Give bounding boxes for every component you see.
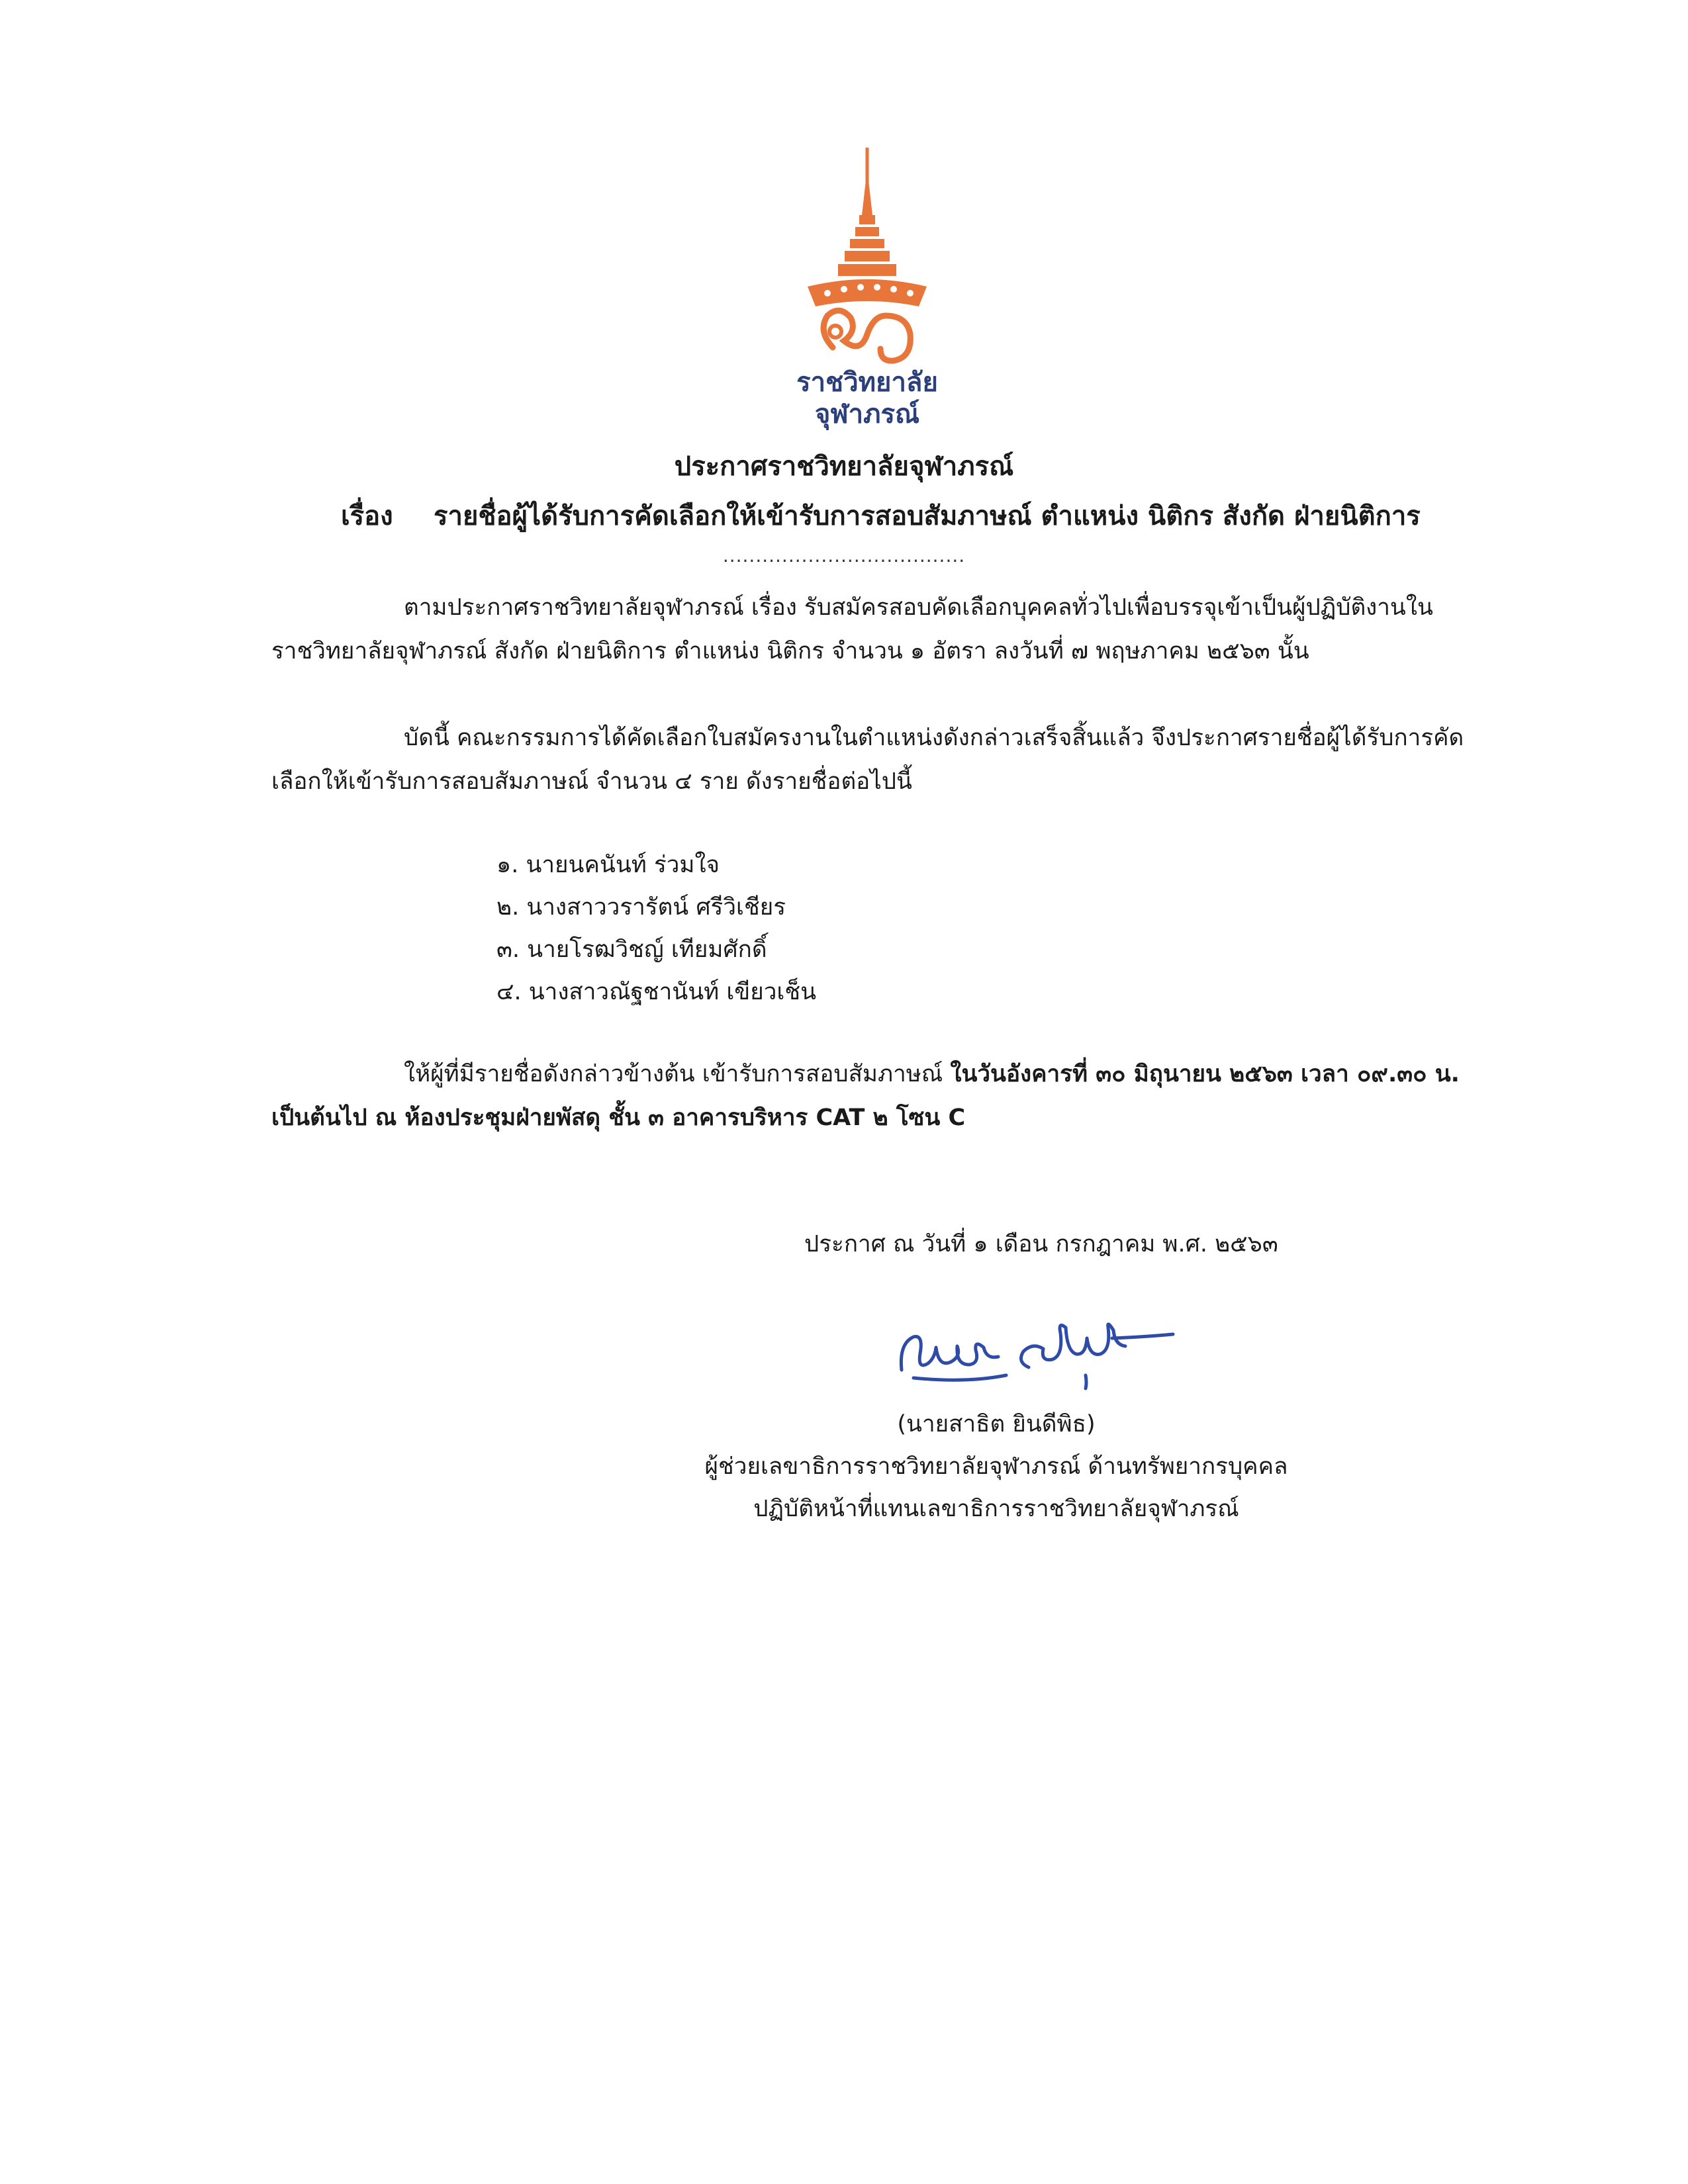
signer-position-2: ปฏิบัติหน้าที่แทนเลขาธิการราชวิทยาลัยจุฬาภรณ์ bbox=[753, 1496, 1239, 1522]
signer-name: (นายสาธิต ยินดีพิธ) bbox=[897, 1411, 1096, 1437]
subject-line bbox=[341, 500, 1421, 533]
signature bbox=[887, 1291, 1178, 1403]
subject-label: เรื่อง bbox=[341, 501, 393, 531]
signature-icon bbox=[887, 1291, 1178, 1403]
list-item: ๔. นางสาวณัฐชานันท์ เขียวเช็น bbox=[496, 979, 817, 1005]
candidate-list bbox=[496, 844, 816, 1013]
interview-intro-text: ให้ผู้ที่มีรายชื่อดังกล่าวข้างต้น เข้ารับการสอบสัมภาษณ์ bbox=[404, 1061, 951, 1087]
logo-text-line1: ราชวิทยาลัย bbox=[796, 367, 938, 398]
announcement-date: ประกาศ ณ วันที่ ๑ เดือน กรกฎาคม พ.ศ. ๒๕๖๓ bbox=[804, 1231, 1278, 1257]
logo-text-line2: จุฬาภรณ์ bbox=[814, 399, 920, 430]
list-item: ๓. นายโรฒวิชญ์ เทียมศักดิ์ bbox=[496, 936, 767, 963]
paragraph-interview bbox=[271, 1052, 1470, 1140]
institution-logo bbox=[781, 142, 953, 430]
announcement-title: ประกาศราชวิทยาลัยจุฬาภรณ์ bbox=[674, 451, 1014, 482]
subject-text: รายชื่อผู้ได้รับการคัดเลือกให้เข้ารับการสอบสัมภาษณ์ ตำแหน่ง นิติกร สังกัด ฝ่ายนิติการ bbox=[434, 501, 1421, 531]
paragraph-selection-text: บัดนี้ คณะกรรมการได้คัดเลือกใบสมัครงานในตำแหน่งดังกล่าวเสร็จสิ้นแล้ว จึงประกาศรายชื่อผู้ได้รับการคัดเลือกให้เข้ารับการสอบสัมภาษณ์ จำนวน ๔ ราย ดังรายชื่อต่อไปนี้ bbox=[271, 725, 1464, 795]
interview-details-text: ในวันอังคารที่ ๓๐ มิถุนายน ๒๕๖๓ เวลา ๐๙.๓๐ น. เป็นต้นไป ณ ห้องประชุมฝ่ายพัสดุ ชั้น ๓ อาคารบริหาร CAT ๒ โซน C bbox=[271, 1061, 1460, 1131]
paragraph-reference-text: ตามประกาศราชวิทยาลัยจุฬาภรณ์ เรื่อง รับสมัครสอบคัดเลือกบุคคลทั่วไปเพื่อบรรจุเข้าเป็นผู้ปฏิบัติงานในราชวิทยาลัยจุฬาภรณ์ สังกัด ฝ่ายนิติการ ตำแหน่ง นิติกร จำนวน ๑ อัตรา ลงวันที่ ๗ พฤษภาคม ๒๕๖๓ นั้น bbox=[271, 594, 1433, 664]
list-item: ๑. นายนคนันท์ ร่วมใจ bbox=[496, 852, 720, 878]
paragraph-reference bbox=[271, 586, 1470, 673]
signer-block bbox=[662, 1403, 1331, 1530]
signer-position-1: ผู้ช่วยเลขาธิการราชวิทยาลัยจุฬาภรณ์ ด้านทรัพยากรบุคคล bbox=[704, 1453, 1288, 1480]
separator-dots: ..................................... bbox=[722, 545, 966, 567]
paragraph-selection bbox=[271, 716, 1470, 803]
crown-emblem-icon bbox=[781, 142, 953, 367]
list-item: ๒. นางสาววรารัตน์ ศรีวิเชียร bbox=[496, 894, 786, 921]
